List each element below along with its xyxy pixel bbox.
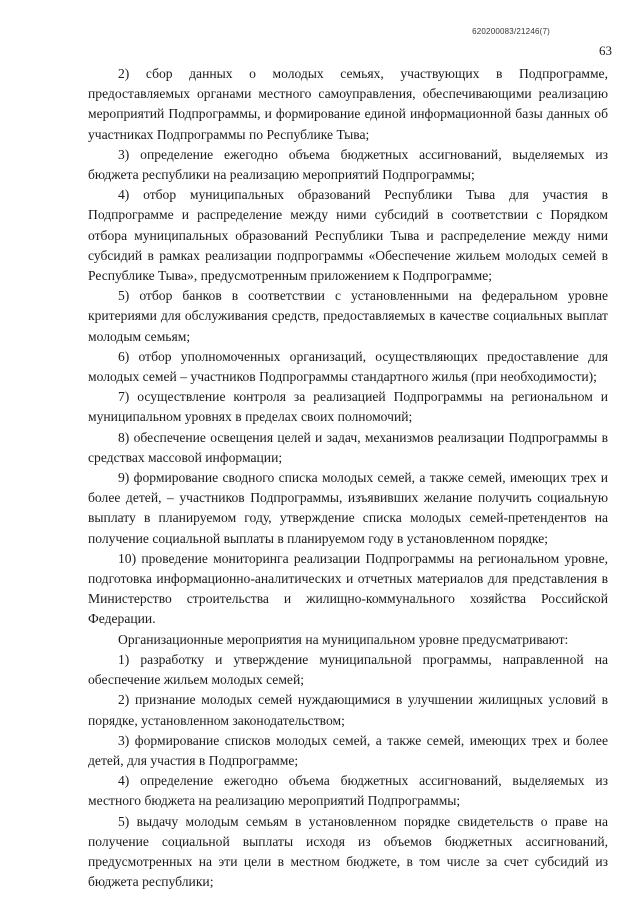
paragraph: 7) осуществление контроля за реализацией Подпрограммы на региональном и муниципальном уровнях в пределах своих полномочий; [88,389,608,425]
paragraph: 4) определение ежегодно объема бюджетных ассигнований, выделяемых из местного бюджета на реализацию мероприятий Подпрограммы; [88,773,608,809]
paragraph: 5) отбор банков в соответствии с установленными на федеральном уровне критериями для обслуживания средств, предоставляемых в качестве социальных выплат молодым семьям; [88,288,608,344]
paragraph: 3) определение ежегодно объема бюджетных ассигнований, выделяемых из бюджета республики на реализацию мероприятий Подпрограммы; [88,146,608,183]
paragraph: Организационные мероприятия на муниципальном уровне предусматривают: [118,631,569,647]
paragraph: 1) разработку и утверждение муниципальной программы, направленной на обеспечение жильем молодых семей; [88,651,608,688]
paragraph: 6) отбор уполномоченных организаций, осуществляющих предоставление для молодых семей – участников Подпрограммы стандартного жилья (при необходимости); [88,348,608,385]
paragraph: 9) формирование сводного списка молодых семей, а также семей, имеющих трех и более детей, – участников Подпрограммы, изъявивших желание получить социальную выплату в планируемом году, утверждение списка молодых семей-претендентов на получение социальной выплаты в планируемом году в установленном порядке; [88,470,608,546]
paragraph: 2) сбор данных о молодых семьях, участвующих в Подпрограмме, предоставляемых органами местного самоуправления, обеспечивающими реализацию мероприятий Подпрограммы, и формирование единой информационной базы данных об участниках Подпрограммы по Республике Тыва; [88,66,608,142]
document-body [88,64,608,892]
document-registration-code: 620200083/21246(7) [472,27,550,36]
paragraph: 8) обеспечение освещения целей и задач, механизмов реализации Подпрограммы в средствах массовой информации; [88,429,608,465]
paragraph: 3) формирование списков молодых семей, а также семей, имеющих трех и более детей, для участия в Подпрограмме; [88,732,608,768]
paragraph: 2) признание молодых семей нуждающимися в улучшении жилищных условий в порядке, установленном законодательством; [88,692,608,728]
page-number: 63 [599,43,612,58]
paragraph: 10) проведение мониторинга реализации Подпрограммы на региональном уровне, подготовка информационно-аналитических и отчетных материалов для представления в Министерство строительства и жилищно-коммунального хозяйства Российской Федерации. [88,550,608,627]
paragraph: 5) выдачу молодым семьям в установленном порядке свидетельств о праве на получение социальной выплаты исходя из объемов бюджетных ассигнований, предусмотренных на эти цели в местном бюджете, в том числе за счет субсидий из бюджета республики; [88,813,608,890]
paragraph: 4) отбор муниципальных образований Республики Тыва для участия в Подпрограмме и распределение между ними субсидий в соответствии с Порядком отбора муниципальных образований Республики Тыва и распределение между ними субсидий в рамках реализации подпрограммы «Обеспечение жильем молодых семей в Республике Тыва», предусмотренным приложением к Подпрограмме; [88,187,608,284]
